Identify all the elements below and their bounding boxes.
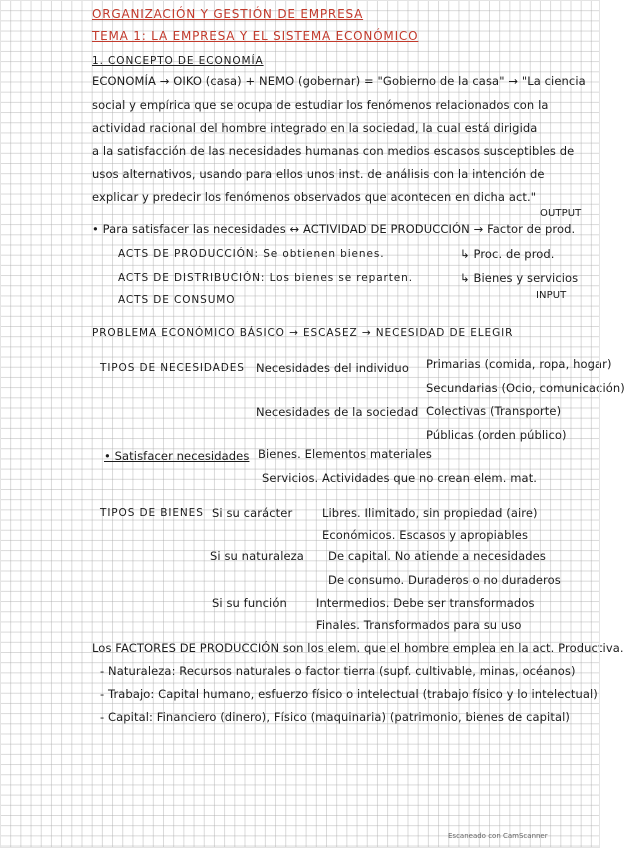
goods-services: ↳ Bienes y servicios [460,271,579,285]
needs-publicas: Públicas (orden público) [426,428,567,442]
goods-intermedios: Intermedios. Debe ser transformados [316,596,535,610]
satisfy-bienes: Bienes. Elementos materiales [258,447,432,461]
goods-by-character: Si su carácter [212,506,293,520]
goods-capital: De capital. No atiende a necesidades [328,549,546,563]
needs-individual: Necesidades del individuo [256,361,409,375]
input-label: INPUT [536,290,567,301]
acts-production: ACTS DE PRODUCCIÓN: Se obtienen bienes. [118,248,385,260]
factor-trabajo: - Trabajo: Capital humano, esfuerzo físico o intelectual (trabajo físico y lo intelectual) [100,687,598,701]
acts-consumption: ACTS DE CONSUMO [118,294,236,306]
needs-colectivas: Colectivas (Transporte) [426,404,562,418]
definition-line-5: usos alternativos, usando para ellos unos inst. de análisis con la intención de [92,167,545,181]
goods-by-function: Si su función [212,596,287,610]
factor-capital: - Capital: Financiero (dinero), Físico (maquinaria) (patrimonio, bienes de capital) [100,710,570,724]
section-heading: 1. CONCEPTO DE ECONOMÍA [92,55,264,67]
activity-main-line: • Para satisfacer las necesidades ↔ ACTIVIDAD DE PRODUCCIÓN → Factor de prod. [92,222,576,236]
satisfy-servicios: Servicios. Actividades que no crean elem. mat. [262,471,538,485]
definition-line-6: explicar y predecir los fenómenos observados que acontecen en dicha act." [92,190,537,204]
goods-by-nature: Si su naturaleza [210,549,304,563]
satisfy-needs-label: • Satisfacer necesidades [104,449,250,463]
proc-prod: ↳ Proc. de prod. [460,247,555,261]
definition-line-2: social y empírica que se ocupa de estudiar los fenómenos relacionados con la [92,98,549,112]
definition-line-3: actividad racional del hombre integrado en la sociedad, la cual está dirigida [92,121,538,135]
factors-intro: Los FACTORES DE PRODUCCIÓN son los elem. que el hombre emplea en la act. Productiva. [92,641,624,655]
factor-naturaleza: - Naturaleza: Recursos naturales o factor tierra (supf. cultivable, minas, océanos) [100,664,576,678]
org-title: ORGANIZACIÓN Y GESTIÓN DE EMPRESA [92,7,364,21]
needs-society: Necesidades de la sociedad [256,405,419,419]
goods-label: TIPOS DE BIENES [100,507,204,519]
goods-finales: Finales. Transformados para su uso [316,618,522,632]
needs-secundarias: Secundarias (Ocio, comunicación) [426,381,625,395]
needs-label: TIPOS DE NECESIDADES [100,362,245,374]
needs-primarias: Primarias (comida, ropa, hogar) [426,357,612,371]
definition-line-1: ECONOMÍA → OIKO (casa) + NEMO (gobernar) = "Gobierno de la casa" → "La ciencia [92,74,586,88]
scanner-watermark: Escaneado con CamScanner [448,832,548,840]
topic-title: TEMA 1: LA EMPRESA Y EL SISTEMA ECONÓMICO [92,29,419,43]
basic-economic-problem: PROBLEMA ECONÓMICO BÁSICO → ESCASEZ → NECESIDAD DE ELEGIR [92,327,514,339]
goods-libres: Libres. Ilimitado, sin propiedad (aire) [322,506,538,520]
goods-economicos: Económicos. Escasos y apropiables [322,528,529,542]
acts-distribution: ACTS DE DISTRIBUCIÓN: Los bienes se reparten. [118,272,413,284]
definition-line-4: a la satisfacción de las necesidades humanas con medios escasos susceptibles de [92,144,575,158]
goods-consumo: De consumo. Duraderos o no duraderos [328,573,561,587]
output-label: OUTPUT [540,208,582,219]
